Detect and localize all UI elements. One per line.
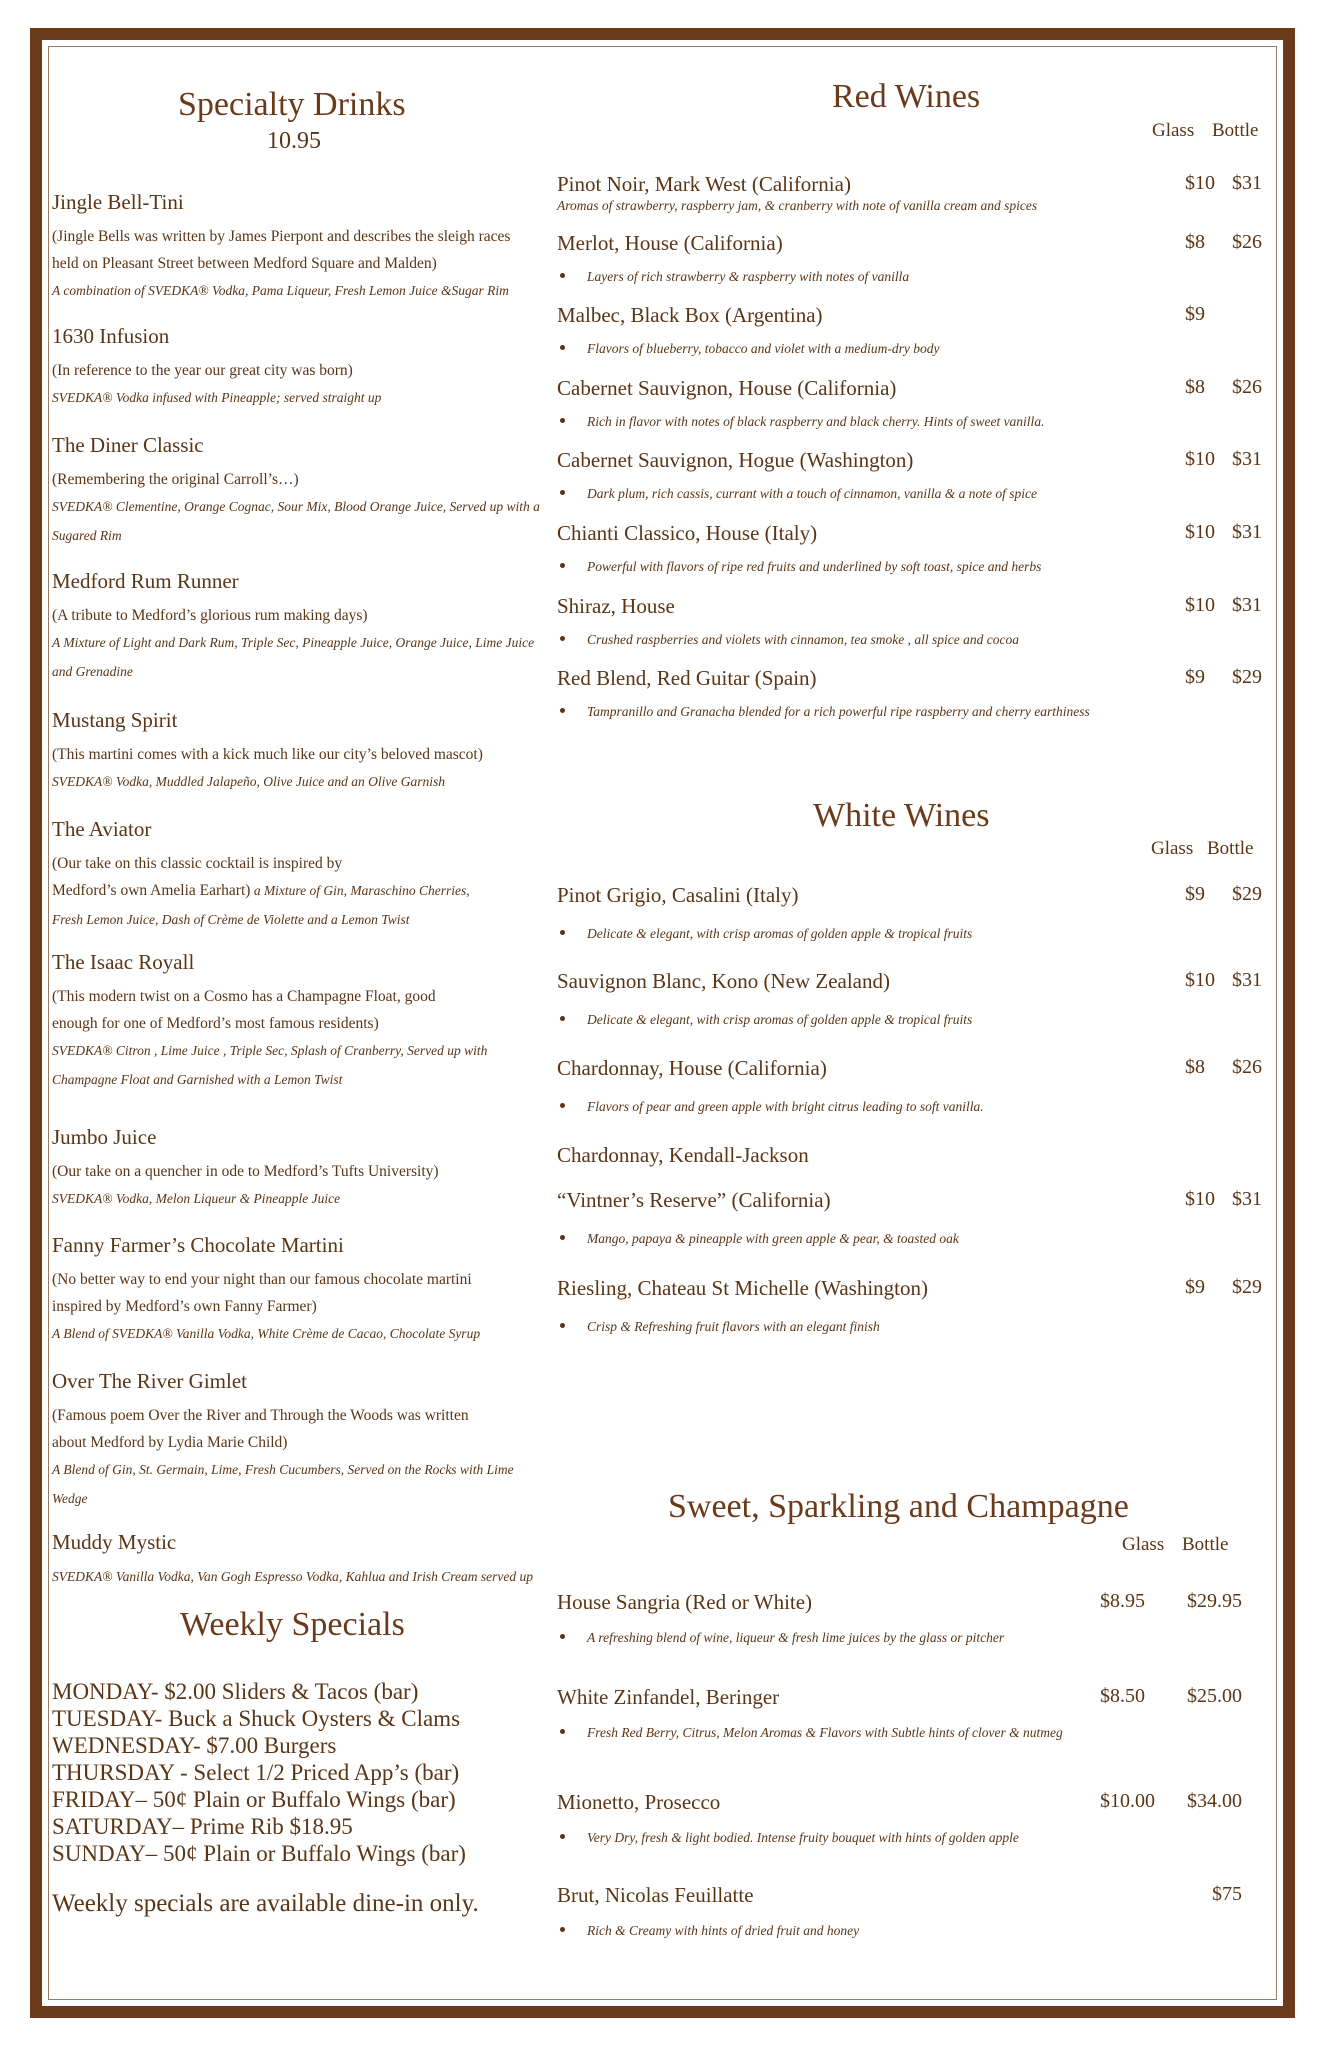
red-wine-desc-text: Flavors of blueberry, tobacco and violet with a medium-dry body xyxy=(587,341,940,356)
specialty-item-note-part: Medford’s own Amelia Earhart) xyxy=(52,882,251,899)
specialty-item-desc: A combination of SVEDKA® Vodka, Pama Liqueur, Fresh Lemon Juice &Sugar Rim xyxy=(52,283,509,298)
white-glass-head: Glass xyxy=(1151,838,1194,859)
red-wine-bottle-price: $31 xyxy=(1232,172,1262,194)
red-wine-bottle-price: $31 xyxy=(1232,521,1262,543)
white-wine-desc-text: Delicate & elegant, with crisp aromas of golden apple & tropical fruits xyxy=(587,926,973,941)
specialty-item-note: (No better way to end your night than our famous chocolate martini xyxy=(52,1271,472,1288)
white-wine-desc xyxy=(587,1231,959,1247)
specialty-item-name: 1630 Infusion xyxy=(52,324,170,348)
white-wine-name: Chardonnay, House (California) xyxy=(557,1056,827,1080)
sweet-wine-desc-text: Very Dry, fresh & light bodied. Intense fruity bouquet with hints of golden apple xyxy=(587,1830,1019,1845)
weekly-item-monday: MONDAY- $2.00 Sliders & Tacos (bar) xyxy=(52,1679,419,1704)
white-wine-name: Sauvignon Blanc, Kono (New Zealand) xyxy=(557,969,890,993)
white-wine-desc-text: Crisp & Refreshing fruit flavors with an elegant finish xyxy=(587,1319,880,1334)
specialty-item-desc: and Grenadine xyxy=(52,664,133,679)
specialty-item-note: enough for one of Medford’s most famous residents) xyxy=(52,1015,379,1032)
sweet-wine-name: Mionetto, Prosecco xyxy=(557,1790,721,1814)
white-wine-name: Riesling, Chateau St Michelle (Washington) xyxy=(557,1276,928,1300)
red-wine-glass-price: $10 xyxy=(1185,521,1215,543)
weekly-item-saturday: SATURDAY– Prime Rib $18.95 xyxy=(52,1814,353,1839)
white-wine-glass-price: $9 xyxy=(1185,1276,1205,1298)
red-wine-glass-price: $10 xyxy=(1185,448,1215,470)
weekly-title: Weekly Specials xyxy=(180,1606,405,1643)
sweet-wine-desc-text: A refreshing blend of wine, liqueur & fresh lime juices by the glass or pitcher xyxy=(587,1630,1005,1645)
specialty-item-name: Fanny Farmer’s Chocolate Martini xyxy=(52,1233,344,1257)
red-wine-glass-price: $9 xyxy=(1185,666,1205,688)
white-wine-bottle-price: $29 xyxy=(1232,883,1262,905)
sweet-wine-bottle-price: $25.00 xyxy=(1187,1685,1242,1707)
sweet-wine-glass-price: $8.50 xyxy=(1100,1685,1145,1707)
specialty-item-desc: SVEDKA® Vanilla Vodka, Van Gogh Espresso Vodka, Kahlua and Irish Cream served up xyxy=(52,1569,533,1584)
sweet-wine-bottle-price: $75 xyxy=(1212,1883,1242,1905)
specialty-item-desc: SVEDKA® Citron , Lime Juice , Triple Sec, Splash of Cranberry, Served up with xyxy=(52,1043,488,1058)
specialty-item-desc: SVEDKA® Clementine, Orange Cognac, Sour Mix, Blood Orange Juice, Served up with a xyxy=(52,499,540,514)
specialty-item-desc: Wedge xyxy=(52,1491,88,1506)
red-wine-desc-text: Crushed raspberries and violets with cinnamon, tea smoke , all spice and cocoa xyxy=(587,632,1019,647)
specialty-item-name: The Isaac Royall xyxy=(52,950,195,974)
white-wine-name: Chardonnay, Kendall-Jackson xyxy=(557,1143,809,1167)
white-wine-glass-price: $10 xyxy=(1185,969,1215,991)
specialty-item-note xyxy=(52,882,470,900)
specialty-title: Specialty Drinks xyxy=(178,86,406,123)
sweet-wine-desc xyxy=(587,1630,1005,1646)
red-wine-desc xyxy=(587,414,1045,430)
specialty-item-desc: A Blend of Gin, St. Germain, Lime, Fresh Cucumbers, Served on the Rocks with Lime xyxy=(52,1462,514,1477)
sweet-wine-name: House Sangria (Red or White) xyxy=(557,1590,813,1614)
red-wine-bottle-price: $29 xyxy=(1232,666,1262,688)
specialty-item-name: Mustang Spirit xyxy=(52,708,178,732)
weekly-note: Weekly specials are available dine-in only. xyxy=(52,1890,479,1917)
red-wine-bottle-price: $26 xyxy=(1232,376,1262,398)
red-wine-desc-text: Powerful with flavors of ripe red fruits and underlined by soft toast, spice and herbs xyxy=(587,559,1042,574)
white-wine-desc-text: Mango, papaya & pineapple with green apple & pear, & toasted oak xyxy=(587,1231,959,1246)
white-wine-desc xyxy=(587,1319,880,1335)
specialty-item-note: (Jingle Bells was written by James Pierpont and describes the sleigh races xyxy=(52,228,511,245)
specialty-item-desc: SVEDKA® Vodka, Melon Liqueur & Pineapple Juice xyxy=(52,1191,341,1206)
sweet-wine-desc xyxy=(587,1923,860,1939)
sweet-wine-name: White Zinfandel, Beringer xyxy=(557,1685,780,1709)
red-wine-desc-text: Dark plum, rich cassis, currant with a touch of cinnamon, vanilla & a note of spice xyxy=(587,486,1037,501)
weekly-item-tuesday: TUESDAY- Buck a Shuck Oysters & Clams xyxy=(52,1706,461,1731)
white-wine-glass-price: $9 xyxy=(1185,883,1205,905)
specialty-item-name: Muddy Mystic xyxy=(52,1530,177,1554)
red-wine-desc xyxy=(587,559,1042,575)
red-title: Red Wines xyxy=(832,78,981,115)
specialty-item-note: (Our take on a quencher in ode to Medford’s Tufts University) xyxy=(52,1163,439,1180)
specialty-item-note: (Remembering the original Carroll’s…) xyxy=(52,471,299,488)
red-glass-head: Glass xyxy=(1152,120,1195,141)
specialty-item-note: (A tribute to Medford’s glorious rum making days) xyxy=(52,607,368,624)
white-wine-glass-price: $8 xyxy=(1185,1056,1205,1078)
red-wine-name: Cabernet Sauvignon, Hogue (Washington) xyxy=(557,448,914,472)
white-wine-desc-text: Delicate & elegant, with crisp aromas of golden apple & tropical fruits xyxy=(587,1012,973,1027)
red-wine-glass-price: $10 xyxy=(1185,172,1215,194)
red-wine-desc xyxy=(587,486,1037,502)
sweet-glass-head: Glass xyxy=(1122,1534,1165,1555)
specialty-item-note: (Famous poem Over the River and Through the Woods was written xyxy=(52,1407,469,1424)
weekly-item-thursday: THURSDAY - Select 1/2 Priced App’s (bar) xyxy=(52,1760,460,1785)
white-wine-bottle-price: $31 xyxy=(1232,1188,1262,1210)
sweet-wine-name: Brut, Nicolas Feuillatte xyxy=(557,1883,754,1907)
white-wine-glass-price: $10 xyxy=(1185,1188,1215,1210)
white-bottle-head: Bottle xyxy=(1207,838,1254,859)
white-title: White Wines xyxy=(813,797,990,834)
white-wine-desc xyxy=(587,1012,973,1028)
specialty-item-name: The Aviator xyxy=(52,817,152,841)
specialty-item-desc-part: a Mixture of Gin, Maraschino Cherries, xyxy=(250,883,470,898)
specialty-item-note: inspired by Medford’s own Fanny Farmer) xyxy=(52,1298,317,1315)
sweet-wine-bottle-price: $34.00 xyxy=(1187,1790,1242,1812)
red-wine-glass-price: $10 xyxy=(1185,594,1215,616)
specialty-item-name: Over The River Gimlet xyxy=(52,1369,247,1393)
specialty-item-name: Medford Rum Runner xyxy=(52,569,239,593)
red-wine-desc xyxy=(587,632,1019,648)
sweet-title: Sweet, Sparkling and Champagne xyxy=(668,1488,1129,1525)
specialty-item-note: (In reference to the year our great city was born) xyxy=(52,362,353,379)
white-wine-desc xyxy=(587,1099,984,1115)
specialty-item-desc: Champagne Float and Garnished with a Lemon Twist xyxy=(52,1072,343,1087)
red-wine-glass-price: $8 xyxy=(1185,376,1205,398)
sweet-wine-desc-text: Rich & Creamy with hints of dried fruit and honey xyxy=(587,1923,860,1938)
sweet-wine-glass-price: $8.95 xyxy=(1100,1590,1145,1612)
red-wine-desc-text: Tampranillo and Granacha blended for a rich powerful ripe raspberry and cherry earthiness xyxy=(587,704,1090,719)
sweet-wine-desc xyxy=(587,1830,1019,1846)
specialty-item-note: (This modern twist on a Cosmo has a Champagne Float, good xyxy=(52,988,436,1005)
red-wine-bottle-price: $26 xyxy=(1232,231,1262,253)
red-wine-glass-price: $9 xyxy=(1185,303,1205,325)
red-wine-desc-text: Layers of rich strawberry & raspberry with notes of vanilla xyxy=(587,269,910,284)
specialty-item-desc: A Mixture of Light and Dark Rum, Triple Sec, Pineapple Juice, Orange Juice, Lime Juice xyxy=(52,635,535,650)
red-wine-desc xyxy=(587,269,910,285)
red-wine-name: Pinot Noir, Mark West (California) xyxy=(557,172,851,196)
weekly-list xyxy=(52,1678,466,1867)
sweet-wine-desc-text: Fresh Red Berry, Citrus, Melon Aromas & Flavors with Subtle hints of clover & nutmeg xyxy=(587,1725,1063,1740)
white-wine-desc-text: Flavors of pear and green apple with bright citrus leading to soft vanilla. xyxy=(587,1099,984,1114)
red-wine-bottle-price: $31 xyxy=(1232,594,1262,616)
specialty-item-desc: A Blend of SVEDKA® Vanilla Vodka, White Crème de Cacao, Chocolate Syrup xyxy=(52,1326,481,1341)
white-wine-name: “Vintner’s Reserve” (California) xyxy=(557,1188,831,1212)
red-wine-name: Merlot, House (California) xyxy=(557,231,783,255)
white-wine-bottle-price: $31 xyxy=(1232,969,1262,991)
weekly-item-sunday: SUNDAY– 50¢ Plain or Buffalo Wings (bar) xyxy=(52,1841,466,1866)
specialty-item-note: (Our take on this classic cocktail is inspired by xyxy=(52,855,343,872)
red-wine-desc xyxy=(587,341,940,357)
specialty-item-note: (This martini comes with a kick much like our city’s beloved mascot) xyxy=(52,746,483,763)
sweet-wine-bottle-price: $29.95 xyxy=(1187,1590,1242,1612)
red-wine-glass-price: $8 xyxy=(1185,231,1205,253)
specialty-item-desc: Fresh Lemon Juice, Dash of Crème de Violette and a Lemon Twist xyxy=(52,912,410,927)
red-wine-name: Chianti Classico, House (Italy) xyxy=(557,521,818,545)
red-wine-desc-text: Rich in flavor with notes of black raspberry and black cherry. Hints of sweet vanilla. xyxy=(587,414,1045,429)
red-wine-name: Red Blend, Red Guitar (Spain) xyxy=(557,666,817,690)
red-wine-desc-text: Aromas of strawberry, raspberry jam, & cranberry with note of vanilla cream and spices xyxy=(557,198,1038,213)
sweet-wine-desc xyxy=(587,1725,1063,1741)
specialty-item-note: held on Pleasant Street between Medford Square and Malden) xyxy=(52,255,437,272)
specialty-price: 10.95 xyxy=(267,128,321,154)
sweet-bottle-head: Bottle xyxy=(1182,1534,1229,1555)
specialty-item-note: about Medford by Lydia Marie Child) xyxy=(52,1434,288,1451)
specialty-item-desc: SVEDKA® Vodka, Muddled Jalapeño, Olive Juice and an Olive Garnish xyxy=(52,774,446,789)
red-wine-bottle-price: $31 xyxy=(1232,448,1262,470)
white-wine-bottle-price: $29 xyxy=(1232,1276,1262,1298)
specialty-item-desc: Sugared Rim xyxy=(52,528,122,543)
red-wine-desc xyxy=(587,704,1090,720)
white-wine-name: Pinot Grigio, Casalini (Italy) xyxy=(557,883,799,907)
white-wine-bottle-price: $26 xyxy=(1232,1056,1262,1078)
specialty-item-name: The Diner Classic xyxy=(52,433,204,457)
specialty-item-desc: SVEDKA® Vodka infused with Pineapple; served straight up xyxy=(52,390,382,405)
red-wine-name: Shiraz, House xyxy=(557,594,675,618)
sweet-wine-glass-price: $10.00 xyxy=(1100,1790,1155,1812)
specialty-item-name: Jingle Bell-Tini xyxy=(52,190,184,214)
specialty-item-name: Jumbo Juice xyxy=(52,1125,157,1149)
red-wine-desc xyxy=(557,198,1037,214)
red-wine-name: Cabernet Sauvignon, House (California) xyxy=(557,376,897,400)
white-wine-desc xyxy=(587,926,973,942)
weekly-item-wednesday: WEDNESDAY- $7.00 Burgers xyxy=(52,1733,337,1758)
red-bottle-head: Bottle xyxy=(1212,120,1259,141)
weekly-item-friday: FRIDAY– 50¢ Plain or Buffalo Wings (bar) xyxy=(52,1787,456,1812)
red-wine-name: Malbec, Black Box (Argentina) xyxy=(557,303,823,327)
